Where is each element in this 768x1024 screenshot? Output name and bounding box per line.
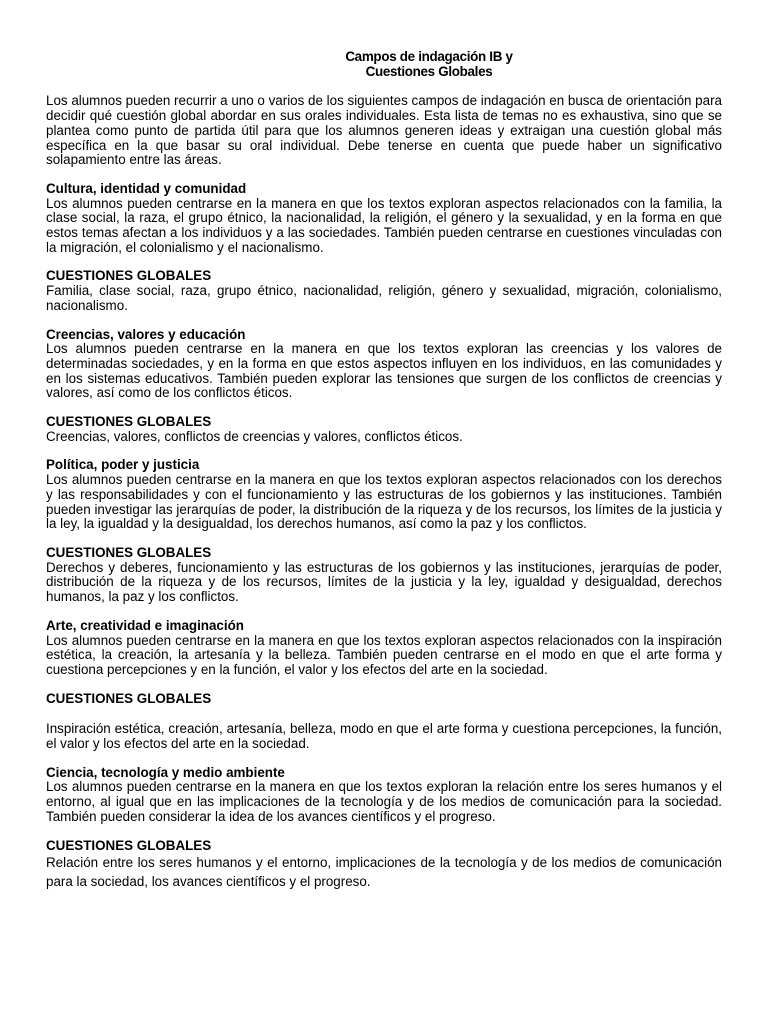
section-body: Los alumnos pueden centrarse en la manera en que los textos exploran aspectos relacionados con los derechos y las responsabilidades y con el funcionamiento y las estructuras de los gobiernos y las instituciones. También pueden investigar las jerarquías de poder, la distribución de la riqueza y de los recursos, los límites de la justicia y la ley, la igualdad y la desigualdad, los derechos humanos, así como la paz y los conflictos. [46,472,722,532]
global-questions-heading: CUESTIONES GLOBALES [46,268,212,284]
document-title [136,50,722,79]
title-line-2: Cuestiones Globales [365,63,493,79]
section-body: Los alumnos pueden centrarse en la manera en que los textos exploran aspectos relacionados con la inspiración estética, la creación, la artesanía y la belleza. También pueden centrarse en el modo en que el arte forma y cuestiona percepciones y en la función, el valor y los efectos del arte en la sociedad. [46,632,722,677]
section-heading: Ciencia, tecnología y medio ambiente [46,764,285,780]
section-body: Los alumnos pueden centrarse en la manera en que los textos exploran aspectos relacionados con la familia, la clase social, la raza, el grupo étnico, la nacionalidad, la religión, el género y la sexualidad, y en la forma en que estos temas afectan a los individuos y a las sociedades. También pueden centrarse en cuestiones vinculadas con la migración, el colonialismo y el nacionalismo. [46,195,722,255]
section-heading: Creencias, valores y educación [46,326,246,342]
intro-paragraph: Los alumnos pueden recurrir a uno o varios de los siguientes campos de indagación en busca de orientación para decidir qué cuestión global abordar en sus orales individuales. Esta lista de temas no es exhaustiva, sino que se plantea como punto de partida útil para que los alumnos generen ideas y extraigan una cuestión global más específica en la que basar su oral individual. Debe tenerse en cuenta que puede haber un significativo solapamiento entre las áreas. [46,93,722,168]
global-questions-text: Derechos y deberes, funcionamiento y las estructuras de los gobiernos y las instituciones, jerarquías de poder, distribución de la riqueza y de los recursos, límites de la justicia y la ley, igualdad y desigualdad, derechos humanos, la paz y los conflictos. [46,559,722,605]
section-ciencia [46,766,722,892]
section-heading: Cultura, identidad y comunidad [46,180,247,196]
global-questions-heading: CUESTIONES GLOBALES [46,837,212,853]
global-questions-text: Relación entre los seres humanos y el entorno, implicaciones de la tecnología y de los medios de comunicación para la sociedad, los avances científicos y el progreso. [46,855,722,890]
section-cultura [46,182,722,314]
section-body: Los alumnos pueden centrarse en la manera en que los textos exploran la relación entre los seres humanos y el entorno, al igual que en las implicaciones de la tecnología y de los medios de comunicación para la sociedad. También pueden considerar la idea de los avances científicos y el progreso. [46,779,722,824]
section-body: Los alumnos pueden centrarse en la manera en que los textos exploran las creencias y los valores de determinadas sociedades, y en la forma en que estos aspectos influyen en los individuos, en las comunidades y en los sistemas educativos. También pueden explorar las tensiones que surgen de los conflictos de creencias y valores, así como de los conflictos éticos. [46,341,722,401]
section-politica [46,458,722,604]
document-page [46,50,722,891]
section-creencias [46,328,722,445]
global-questions-heading: CUESTIONES GLOBALES [46,414,212,430]
global-questions-text: Inspiración estética, creación, artesanía, belleza, modo en que el arte forma y cuestiona percepciones, la función, el valor y los efectos del arte en la sociedad. [46,721,722,752]
global-questions-text: Creencias, valores, conflictos de creencias y valores, conflictos éticos. [46,428,463,444]
section-arte [46,619,722,752]
global-questions-heading: CUESTIONES GLOBALES [46,544,212,560]
title-line-1: Campos de indagación IB y [345,49,513,64]
global-questions-text: Familia, clase social, raza, grupo étnico, nacionalidad, religión, género y sexualidad, migración, colonialismo, nacionalismo. [46,283,722,313]
global-questions-heading: CUESTIONES GLOBALES [46,690,212,706]
section-heading: Política, poder y justicia [46,457,200,473]
section-heading: Arte, creatividad e imaginación [46,617,244,633]
